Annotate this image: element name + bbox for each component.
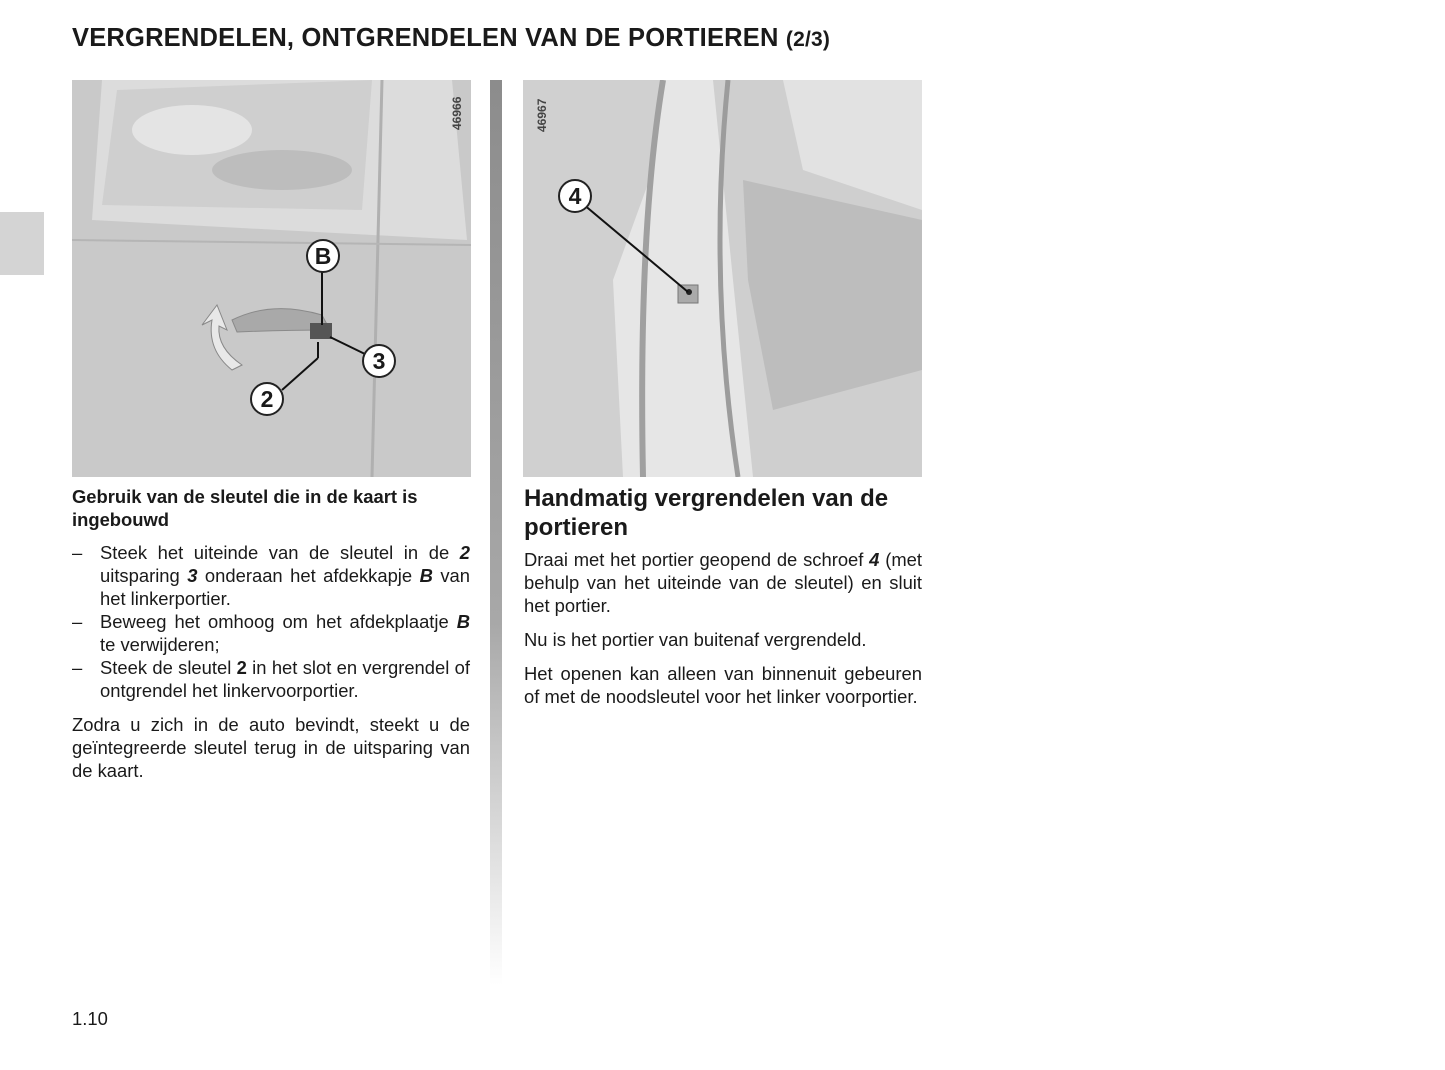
dash: –	[72, 657, 83, 678]
figure-number: 46966	[450, 96, 464, 130]
paragraph: Zodra u zich in de auto bevindt, steekt u de geïntegreerde sleutel terug in de uitsparing van de kaart.	[72, 714, 470, 781]
callout-4: 4	[558, 179, 592, 213]
door-screw-illustration	[523, 80, 922, 477]
text: onderaan het afdekkapje	[197, 565, 420, 586]
section-heading: Handmatig vergrendelen van de portieren	[524, 485, 889, 541]
text: Steek de sleutel	[100, 657, 237, 678]
list-item	[72, 541, 470, 610]
text: te verwijderen;	[100, 634, 220, 655]
left-column	[72, 485, 470, 793]
page-title	[72, 24, 830, 53]
text: van het linkerportier.	[100, 565, 470, 609]
instruction-list	[72, 541, 470, 702]
callout-3: 3	[362, 344, 396, 378]
title-text: VERGRENDELEN, ONTGRENDELEN VAN DE PORTIEREN	[72, 24, 779, 52]
text: (met behulp van het uiteinde van de sleutel) en sluit het portier.	[524, 549, 922, 616]
paragraph: Het openen kan alleen van binnenuit gebeuren of met de noodsleutel voor het linker voorportier.	[524, 663, 922, 707]
text: Draai met het portier geopend de schroef	[524, 549, 870, 570]
figure-door-handle	[72, 80, 471, 477]
paragraph	[524, 548, 922, 617]
page-number: 1.10	[72, 1008, 108, 1029]
text: uitsparing	[100, 565, 188, 586]
text: in het slot en vergrendel of ontgrendel het linkervoorportier.	[100, 657, 470, 701]
dash: –	[72, 611, 83, 632]
dash: –	[72, 542, 83, 563]
title-part: (2/3)	[785, 28, 831, 51]
ref: B	[456, 611, 470, 632]
text: Beweeg het omhoog om het afdekplaatje	[100, 611, 457, 632]
text: Steek het uiteinde van de sleutel in de	[100, 542, 460, 563]
section-heading: Gebruik van de sleutel die in de kaart is ingebouwd	[72, 486, 418, 530]
section-tab	[0, 212, 44, 275]
figure-door-screw	[523, 80, 922, 477]
ref: B	[419, 565, 433, 586]
figure-number: 46967	[535, 98, 549, 132]
paragraph: Nu is het portier van buitenaf vergrendeld.	[524, 629, 867, 650]
right-column	[524, 484, 922, 719]
list-item	[72, 610, 470, 656]
callout-2: 2	[250, 382, 284, 416]
ref: 2	[236, 657, 247, 678]
list-item	[72, 656, 470, 702]
door-handle-illustration	[72, 80, 471, 477]
ref: 4	[869, 549, 880, 570]
column-divider	[490, 80, 502, 985]
ref: 2	[459, 542, 470, 563]
callout-B: B	[306, 239, 340, 273]
ref: 3	[187, 565, 198, 586]
